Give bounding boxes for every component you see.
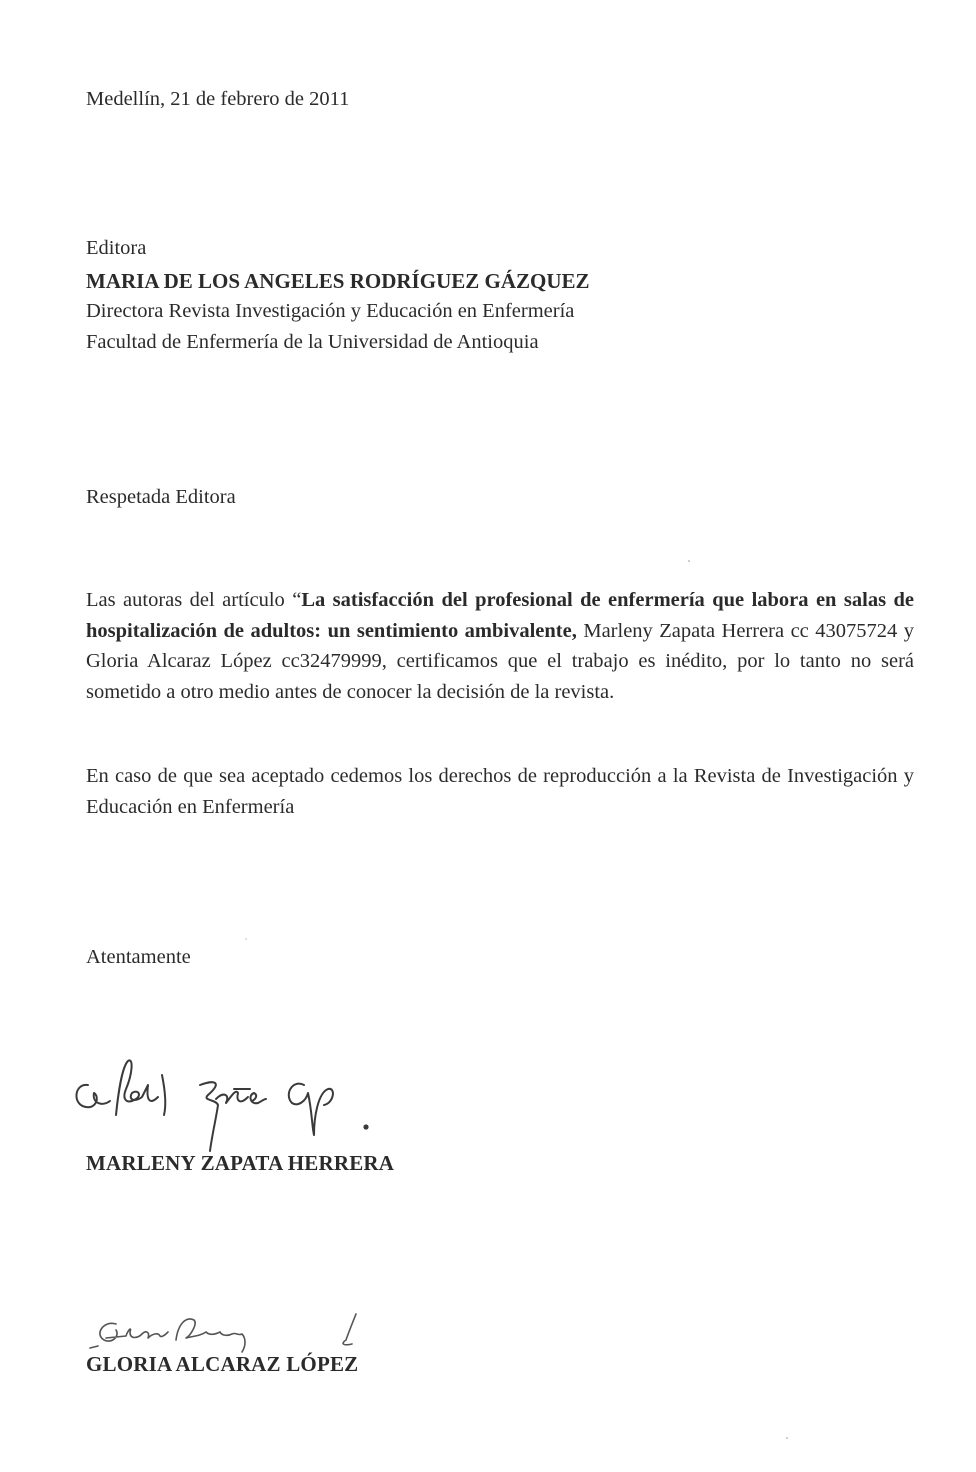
recipient-name: MARIA DE LOS ANGELES RODRÍGUEZ GÁZQUEZ [86,269,590,293]
salutation: Respetada Editora [86,486,236,508]
recipient-institution: Facultad de Enfermería de la Universidad de Antioquia [86,331,539,353]
scan-speck [786,1437,788,1439]
paragraph-intro: Las autoras del artículo “ [86,589,302,611]
signatory-name-2: GLORIA ALCARAZ LÓPEZ [86,1352,359,1376]
body-paragraph-1 [86,585,914,707]
signature-marleny-icon [66,1055,406,1155]
closing: Atentamente [86,946,191,968]
scan-speck [245,938,247,940]
body-paragraph-2: En caso de que sea aceptado cedemos los derechos de reproducción a la Revista de Investigación y Educación en Enfermería [86,765,914,818]
recipient-role: Editora [86,237,147,259]
article-title: La satisfacción del profesional de enfermería que labora en salas de hospitalización de adultos: un sentimiento ambivalente, [86,589,914,642]
recipient-title: Directora Revista Investigación y Educación en Enfermería [86,300,575,322]
paragraph-rest: Marleny Zapata Herrera cc 43075724 y Gloria Alcaraz López cc32479999, certificamos que el trabajo es inédito, por lo tanto no será sometido a otro medio antes de conocer la decisión de la revista. [86,619,914,703]
scan-speck [688,560,690,562]
signatory-name-1: MARLENY ZAPATA HERRERA [86,1151,395,1175]
place-date: Medellín, 21 de febrero de 2011 [86,88,350,110]
